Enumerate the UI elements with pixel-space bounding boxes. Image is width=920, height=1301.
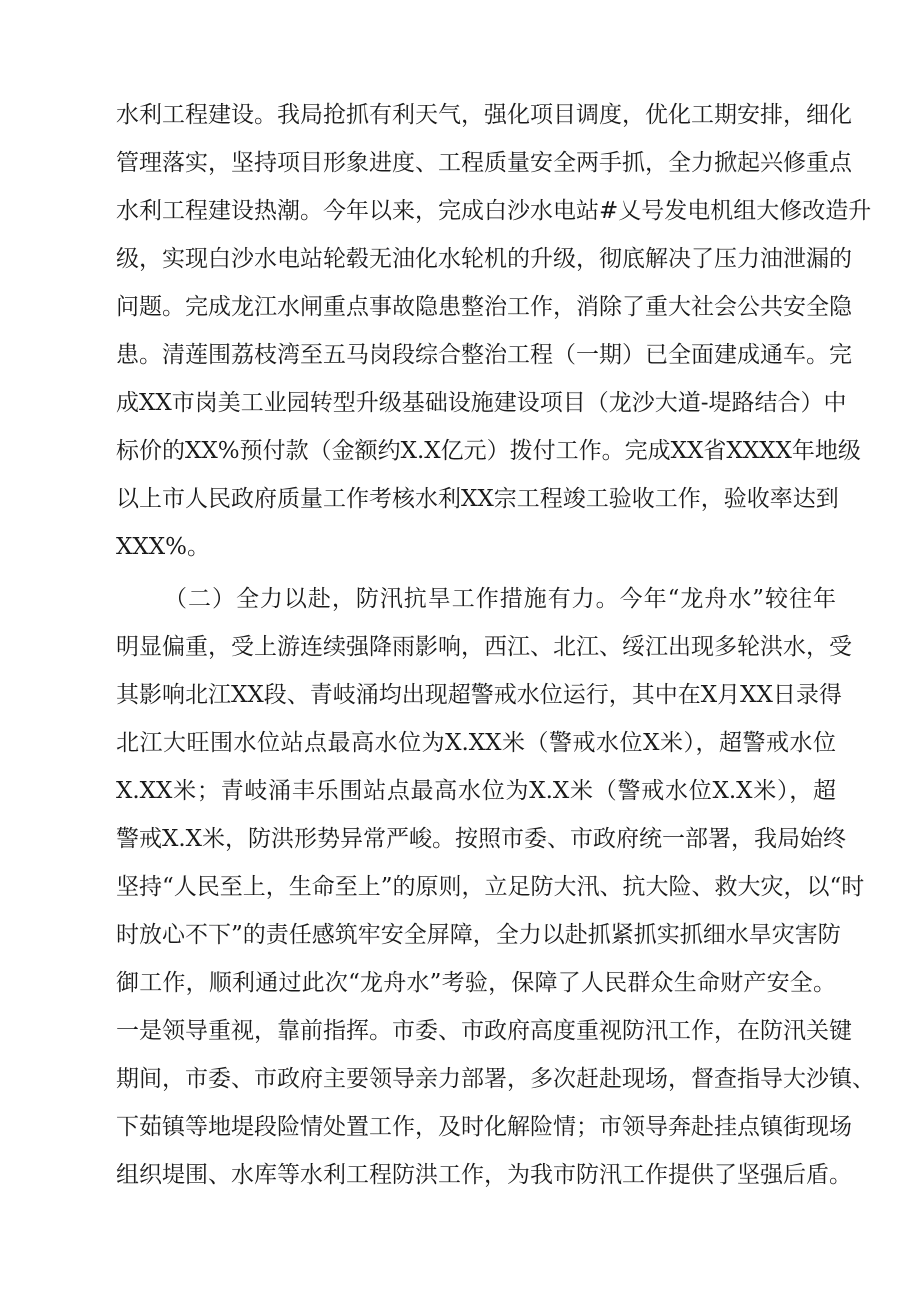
paragraph-2-line-8: 时放心不下”的责任感筑牢安全屏障，全力以赴抓紧抓实抓细水旱灾害防 <box>116 922 841 948</box>
paragraph-2-line-13: 组织堤围、水库等水利工程防洪工作，为我市防汛工作提供了坚强后盾。 <box>116 1162 852 1188</box>
paragraph-2-line-4: 北江大旺围水位站点最高水位为X.XX米（警戒水位X米），超警戒水位 <box>116 730 836 756</box>
paragraph-2-line-5: X.XX米；青岐涌丰乐围站点最高水位为X.X米（警戒水位X.X米），超 <box>116 778 836 804</box>
paragraph-2-line-6: 警戒X.X米，防洪形势异常严峻。按照市委、市政府统一部署，我局始终 <box>116 826 847 852</box>
paragraph-1-line-4: 级，实现白沙水电站轮毂无油化水轮机的升级，彻底解决了压力油泄漏的 <box>116 246 852 272</box>
paragraph-2-line-7: 坚持“人民至上，生命至上”的原则，立足防大汛、抗大险、救大灾，以“时 <box>116 874 865 900</box>
paragraph-1-line-3: 水利工程建设热潮。今年以来，完成白沙水电站#乂号发电机组大修改造升 <box>116 198 872 224</box>
paragraph-2-line-12: 下茹镇等地堤段险情处置工作，及时化解险情；市领导奔赴挂点镇街现场 <box>116 1114 852 1140</box>
paragraph-1-line-1: 水利工程建设。我局抢抓有利天气，强化项目调度，优化工期安排，细化 <box>116 102 852 128</box>
paragraph-2-line-11: 期间，市委、市政府主要领导亲力部署，多次赶赴现场，督查指导大沙镇、 <box>116 1066 875 1092</box>
paragraph-2-line-9: 御工作，顺利通过此次“龙舟水”考验，保障了人民群众生命财产安全。 <box>116 970 836 996</box>
paragraph-1-line-10: XXX%。 <box>116 534 210 560</box>
paragraph-1-line-5: 问题。完成龙江水闸重点事故隐患整治工作，消除了重大社会公共安全隐 <box>116 294 852 320</box>
paragraph-2-line-3: 其影响北江XX段、青岐涌均出现超警戒水位运行，其中在X月XX日录得 <box>116 682 842 708</box>
paragraph-2-line-10: 一是领导重视，靠前指挥。市委、市政府高度重视防汛工作，在防汛关键 <box>116 1018 852 1044</box>
paragraph-1-line-8: 标价的XX%预付款（金额约X.X亿元）拨付工作。完成XX省XXXX年地级 <box>116 438 861 464</box>
paragraph-1-line-6: 患。清莲围荔枝湾至五马岗段综合整治工程（一期）已全面建成通车。完 <box>116 342 852 368</box>
paragraph-2-line-1: （二）全力以赴，防汛抗旱工作措施有力。今年“龙舟水”较往年 <box>164 586 836 612</box>
paragraph-2-line-2: 明显偏重，受上游连续强降雨影响，西江、北江、绥江出现多轮洪水，受 <box>116 634 852 660</box>
paragraph-1-line-7: 成XX市岗美工业园转型升级基础设施建设项目（龙沙大道-堤路结合）中 <box>116 390 847 416</box>
paragraph-1-line-9: 以上市人民政府质量工作考核水利XX宗工程竣工验收工作，验收率达到 <box>116 486 839 512</box>
paragraph-1-line-2: 管理落实，坚持项目形象进度、工程质量安全两手抓，全力掀起兴修重点 <box>116 150 852 176</box>
